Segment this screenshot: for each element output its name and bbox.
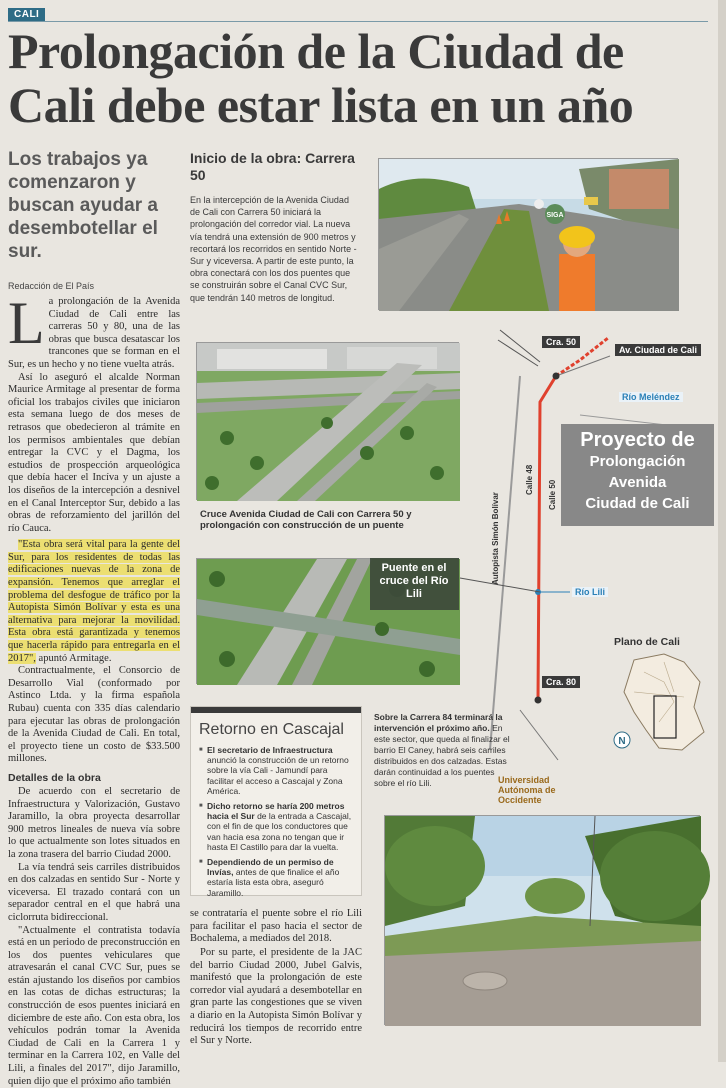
lili-road-photo: [384, 815, 700, 1025]
paragraph-2: Así lo aseguró el alcalde Norman Maurice Armitage al presentar de forma oficial los trabajos civiles que iniciaron esta semana luego de dos meses de retrasos que obedecieron al trámite en los permisos ambientales que debían entregar la CVC y el Dagma, los estudios de prospección arqueológica que debía hacer el Incíva y un ajuste a los diseños de la intercepción a desnivel en el Canal Interceptor Sur, debido a las obras de reforzamiento del jarillón del río Cauca.: [8, 372, 180, 536]
siga-sign: SIGA: [546, 212, 563, 219]
carrera84-note: Sobre la Carrera 84 terminará la intervención el próximo año. En este sector, que queda al finalizar el barrio El Caney, habrá seis carriles distribuidos en dos calzadas. Estas darán continuidad a los puentes sobre el río Lili.: [374, 712, 518, 789]
dropcap: L: [8, 298, 45, 348]
puente-label: Puente en el cruce del Río Lili: [372, 562, 456, 601]
cra50-point: [553, 373, 560, 380]
road-photo: [378, 158, 678, 310]
cra80-tag: Cra. 80: [542, 677, 580, 687]
cali-mini-map: [604, 652, 708, 756]
puente-pointer: [460, 578, 540, 592]
continuation-p8: Por su parte, el presidente de la JAC del barrio Ciudad 2000, Jubel Galvis, manifestó que la prolongación de este corredor vial ayudará a desembotellar en gran parte las congestiones que se viven a diario en la Autopista Simón Bolívar y reducirá los tiempos de recorrido entre el Sur y Norte.: [190, 947, 362, 1048]
inicio-title: Inicio de la obra: Carrera 50: [190, 150, 360, 184]
proyecto-line-3: Avenida: [569, 472, 706, 493]
cra50-tag: Cra. 50: [542, 337, 580, 347]
quote-paragraph: [8, 539, 180, 665]
leader-line-1: [500, 330, 540, 362]
intersection-render: [196, 342, 459, 500]
rio-lili-tag: Río Lili: [572, 587, 608, 597]
paragraph-6: "Actualmente el contratista todavía está en un periodo de preconstrucción en los dos puentes vehiculares que atravesarán el canal CVC Sur, pues se están ajustando los diseños por cambios en las cotas de dichas estructuras; la construcción de esos puentes iniciará en diciembre de este año. Con esta obra, los vehículos podrán tomar la Avenida Ciudad de Cali en la Carrera 1 y terminar en la Carrera 102, en Valle del Lili, a finales del 2017", dijo Jaramillo, quien dijo que el próximo año también: [8, 925, 180, 1088]
article-body: [8, 296, 180, 1088]
paragraph-3: Contractualmente, el Consorcio de Desarrollo Vial (conformado por Astinco Ltda. y la firma española Rubau) cuenta con 335 días calendario para ejecutar las obras de prolongación de la Avenida Ciudad de Cali. En total, el proyecto tiene un costo de $33.500 millones.: [8, 665, 180, 766]
autopista-label: Autopista Simón Bolívar: [491, 492, 500, 585]
section-rule: [8, 21, 708, 22]
retorno-item: ■ Dicho retorno se haría 200 metros hacia el Sur de la entrada a Cascajal, con el fin de que los conductores que van hacia esa zona no tengan que ir hasta El Castillo para dar la vuelta.: [199, 801, 353, 852]
paragraph-4: De acuerdo con el secretario de Infraestructura y Valorización, Gustavo Jaramillo, la obra proyecta desarrollar 900 metros lineales de nueva vía sobre lo que actualmente son lotes situados en la zona trasera del barrio Ciudad 2000.: [8, 786, 180, 862]
north-icon: N: [618, 736, 625, 747]
university-label: Universidad Autónoma de Occidente: [498, 775, 568, 805]
retorno-box: [190, 706, 362, 896]
proyecto-box: [561, 424, 714, 526]
paragraph-1-text: a prolongación de la Avenida Ciudad de Cali entre las carreras 50 y 80, una de las obras que busca desatascar los trancones que se forman en el Sur, es un hecho y no tiene vuelta atrás.: [8, 296, 180, 370]
paragraph-1: [8, 296, 180, 372]
inicio-text: En la intercepción de la Avenida Ciudad de Cali con Carrera 50 iniciará la prolongación del corredor vial. La nueva vía tendrá una extensión de 900 metros y recortará los recorridos en sentido Norte - Sur y viceversa. A partir de este punto, la obra conectará con los dos puentes que se construirán sobre el Canal CVC Sur, que tendrán 140 metros de longitud.: [190, 194, 360, 304]
retorno-list: [191, 745, 361, 898]
plano-title: Plano de Cali: [614, 636, 680, 648]
rio-melendez-tag: Río Meléndez: [619, 392, 683, 402]
byline: Redacción de El País: [8, 281, 94, 291]
retorno-title: Retorno en Cascajal: [191, 713, 361, 745]
headline: Prolongación de la Ciudad de Cali debe estar lista en un año: [8, 24, 708, 132]
retorno-item: ■ Dependiendo de un permiso de Invías, antes de que finalice el año estaría lista esta obra, aseguró Jaramillo.: [199, 857, 353, 898]
calle48-label: Calle 48: [525, 464, 534, 495]
route-main: [538, 376, 556, 700]
av-ciudad-tag: Av. Ciudad de Cali: [615, 345, 701, 355]
highlighted-quote: "Esta obra será vital para la gente del Sur, para los residentes de todas las edificaciones nuevas de la zona de expansión. Tenemos que arreglar el problema del desfogue de tráfico por la Autopista Simón Bolívar y esta es una alternativa para mejorar la movilidad. Esta obra está garantizada y tenemos que hacerla rápido para entregarla en el 2017",: [8, 539, 180, 663]
section-tag: CALI: [8, 8, 45, 21]
calle50-label: Calle 50: [548, 479, 557, 510]
subhead: Los trabajos ya comenzaron y buscan ayudar a desembotellar el sur.: [8, 148, 178, 263]
subsection-title: Detalles de la obra: [8, 772, 180, 784]
render-caption: Cruce Avenida Ciudad de Cali con Carrera 50 y prolongación con construcción de un puente: [200, 509, 446, 531]
cra80-point: [535, 697, 542, 704]
quote-attribution: apuntó Armitage.: [36, 653, 112, 664]
retorno-item: ■ El secretario de Infraestructura anunció la construcción de un retorno sobre la vía Cali - Jamundí para facilitar el acceso a Cascajal y Zona América.: [199, 745, 353, 796]
proyecto-line-2: Prolongación: [569, 451, 706, 472]
lili-road-photo-image: [385, 816, 701, 1026]
intersection-render-image: [197, 343, 460, 501]
proyecto-line-1: Proyecto de: [569, 429, 706, 451]
paragraph-5: La vía tendrá seis carriles distribuidos en dos calzadas en sentido Sur - Norte y viceversa. El trazado contará con un separador central en el que habrá una ciclorruta bidireccional.: [8, 862, 180, 925]
continuation-p7: se contrataría el puente sobre el río Lili para facilitar el paso hacia el sector de Bochalema, a mediados del 2018.: [190, 908, 362, 946]
proyecto-line-4: Ciudad de Cali: [569, 493, 706, 514]
road-photo-image: [379, 159, 679, 311]
page-edge: [718, 0, 726, 1062]
